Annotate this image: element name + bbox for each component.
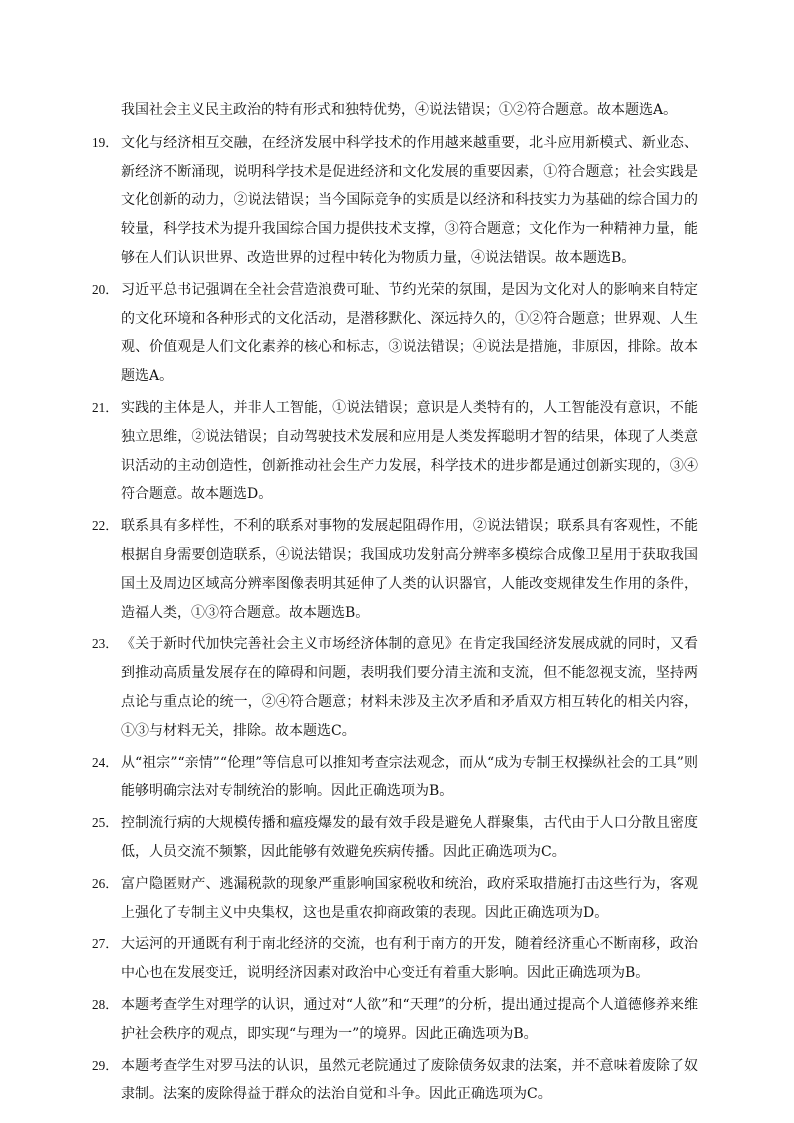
item-text: 《关于新时代加快完善社会主义市场经济体制的意见》在肯定我国经济发展成就的同时，又看到推动高质量发展存在的障碍和问题，表明我们要分清主流和支流，但不能忽视支流，坚持两点论与重点论的统一，②④符合题意；材料未涉及主次矛盾和矛盾双方相互转化的相关内容，①③与材料无关，排除。故本题选C。 <box>121 636 698 739</box>
item-text: 习近平总书记强调在全社会营造浪费可耻、节约光荣的氛围，是因为文化对人的影响来自特定的文化环境和各种形式的文化活动，是潜移默化、深远持久的，①②符合题意；世界观、人生观、价值观是人们文化素养的核心和标志，③说法错误；④说法是措施，非原因，排除。故本题选A。 <box>121 281 698 385</box>
item-text: 从“祖宗”“亲情”“伦理”等信息可以推知考查宗法观念，而从“成为专制王权操纵社会的工具”则能够明确宗法对专制统治的影响。因此正确选项为B。 <box>121 754 698 800</box>
answer-item-27 <box>92 930 698 988</box>
item-number: 21． <box>92 399 119 415</box>
item-text: 文化与经济相互交融，在经济发展中科学技术的作用越来越重要，北斗应用新模式、新业态、新经济不断涌现，说明科学技术是促进经济和文化发展的重要因素，①符合题意；社会实践是文化创新的动力，②说法错误；当今国际竞争的实质是以经济和科技实力为基础的综合国力的较量，科学技术为提升我国综合国力提供技术支撑，③符合题意；文化作为一种精神力量，能够在人们认识世界、改造世界的过程中转化为物质力量，④说法错误。故本题选B。 <box>121 134 698 266</box>
item-number: 25． <box>92 815 119 831</box>
continued-paragraph: 我国社会主义民主政治的特有形式和独特优势，④说法错误；①②符合题意。故本题选A。 <box>121 102 678 118</box>
item-number: 28． <box>92 996 119 1012</box>
answer-item-19 <box>92 129 698 273</box>
item-number: 26． <box>92 875 119 891</box>
item-number: 29． <box>92 1057 119 1073</box>
item-text: 本题考查学生对罗马法的认识，虽然元老院通过了废除债务奴隶的法案，并不意味着废除了奴隶制。法案的废除得益于群众的法治自觉和斗争。因此正确选项为C。 <box>121 1057 698 1103</box>
answer-explanations <box>92 96 698 1112</box>
answer-item-21 <box>92 394 698 509</box>
answer-item-26 <box>92 870 698 928</box>
item-text: 本题考查学生对理学的认识，通过对“人欲”和“天理”的分析，提出通过提高个人道德修养来维护社会秩序的观点，即实现“与理为一”的境界。因此正确选项为B。 <box>121 996 698 1042</box>
answer-item-25 <box>92 809 698 867</box>
answer-item-22 <box>92 512 698 627</box>
answer-item-28 <box>92 991 698 1049</box>
item-number: 23． <box>92 636 119 652</box>
answer-item-29 <box>92 1052 698 1110</box>
answer-item-23 <box>92 630 698 745</box>
item-text: 实践的主体是人，并非人工智能，①说法错误；意识是人类特有的，人工智能没有意识，不能独立思维，②说法错误；自动驾驶技术发展和应用是人类发挥聪明才智的结果，体现了人类意识活动的主动创造性，创新推动社会生产力发展，科学技术的进步都是通过创新实现的，③④符合题意。故本题选D。 <box>121 399 698 503</box>
item-text: 大运河的开通既有利于南北经济的交流，也有利于南方的开发，随着经济重心不断南移，政治中心也在发展变迁，说明经济因素对政治中心变迁有着重大影响。因此正确选项为B。 <box>121 936 698 982</box>
item-number: 19． <box>92 134 119 150</box>
item-text: 控制流行病的大规模传播和瘟疫爆发的最有效手段是避免人群聚集，古代由于人口分散且密度低，人员交流不频繁，因此能够有效避免疾病传播。因此正确选项为C。 <box>121 815 698 860</box>
item-number: 22． <box>92 518 119 534</box>
item-number: 27． <box>92 936 119 952</box>
item-number: 20． <box>92 281 119 297</box>
item-number: 24． <box>92 754 119 770</box>
item-text: 联系具有多样性，不利的联系对事物的发展起阻碍作用，②说法错误；联系具有客观性，不能根据自身需要创造联系，④说法错误；我国成功发射高分辨率多模综合成像卫星用于获取我国国土及周边区域高分辨率图像表明其延伸了人类的认识器官，人能改变规律发生作用的条件，造福人类，①③符合题意。故本题选B。 <box>121 518 698 621</box>
answer-item-24 <box>92 749 698 807</box>
answer-item-20 <box>92 276 698 391</box>
item-text: 富户隐匿财产、逃漏税款的现象严重影响国家税收和统治，政府采取措施打击这些行为，客观上强化了专制主义中央集权，这也是重农抑商政策的表现。因此正确选项为D。 <box>121 875 698 921</box>
